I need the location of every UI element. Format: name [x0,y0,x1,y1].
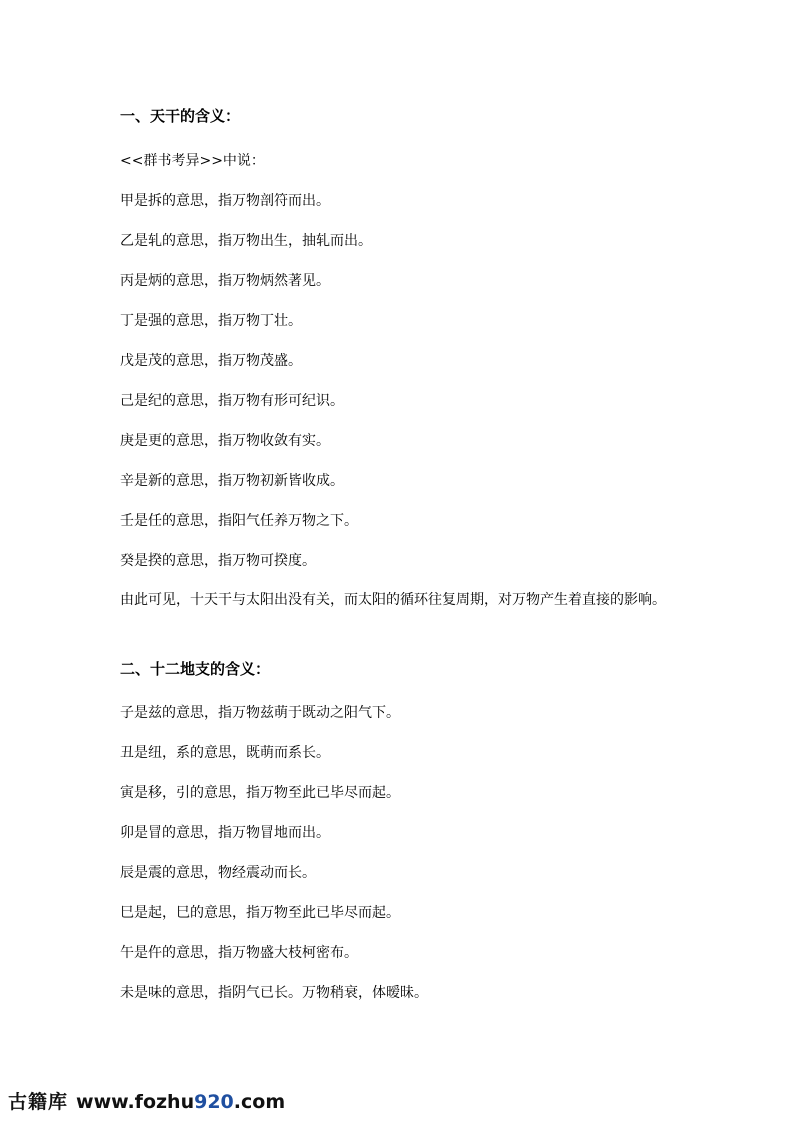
section-heading-dizhi: 二、十二地支的含义： [120,660,271,678]
paragraph-line: 戊是茂的意思，指万物茂盛。 [120,353,302,369]
paragraph-line: 辰是震的意思，物经震动而长。 [120,865,316,881]
paragraph-line: 癸是揆的意思，指万物可揆度。 [120,553,316,569]
footer-watermark [8,1089,285,1115]
paragraph-line: 丁是强的意思，指万物丁壮。 [120,313,302,329]
summary-paragraph: 由此可见，十天干与太阳出没有关，而太阳的循环往复周期，对万物产生着直接的影响。 [120,592,666,608]
paragraph-line: 辛是新的意思，指万物初新皆收成。 [120,473,344,489]
site-url-prefix: www.fozhu [76,1091,195,1113]
paragraph-line: 庚是更的意思，指万物收敛有实。 [120,433,330,449]
paragraph-line: 甲是拆的意思，指万物剖符而出。 [120,193,330,209]
paragraph-line: 寅是移，引的意思，指万物至此已毕尽而起。 [120,785,400,801]
section-heading-tiangan: 一、天干的含义： [120,107,241,125]
paragraph-line: 丙是炳的意思，指万物炳然著见。 [120,273,330,289]
paragraph-line: 己是纪的意思，指万物有形可纪识。 [120,393,344,409]
paragraph-line: 子是兹的意思，指万物兹萌于既动之阳气下。 [120,705,400,721]
site-url-suffix: .com [233,1091,286,1113]
source-citation: <<群书考异>>中说： [120,153,265,169]
site-url-number: 920 [194,1091,234,1113]
paragraph-line: 卯是冒的意思，指万物冒地而出。 [120,825,330,841]
paragraph-line: 未是味的意思，指阴气已长。万物稍衰，体暧昧。 [120,985,428,1001]
paragraph-line: 午是仵的意思，指万物盛大枝柯密布。 [120,945,358,961]
paragraph-line: 丑是纽，系的意思，既萌而系长。 [120,745,330,761]
paragraph-line: 巳是起，巳的意思，指万物至此已毕尽而起。 [120,905,400,921]
paragraph-line: 乙是轧的意思，指万物出生，抽轧而出。 [120,233,372,249]
site-name: 古籍库 [8,1091,69,1113]
paragraph-line: 壬是任的意思，指阳气任养万物之下。 [120,513,358,529]
